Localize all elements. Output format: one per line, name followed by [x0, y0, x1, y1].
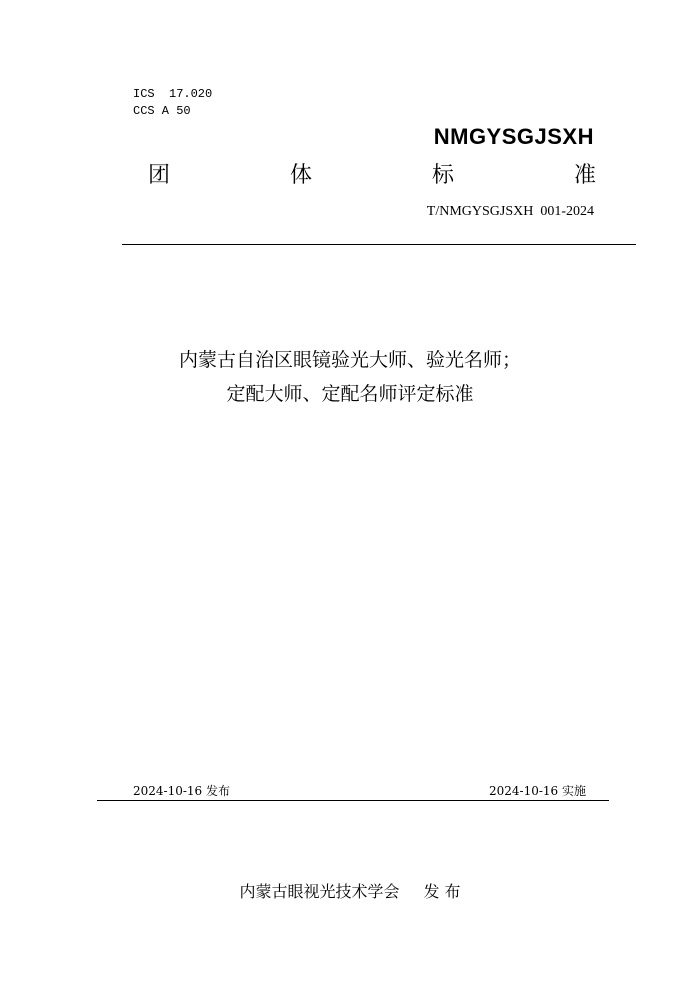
standard-type-char: 准	[573, 163, 596, 188]
classification-codes	[133, 86, 212, 120]
document-title	[0, 343, 700, 411]
implementation-date: 2024-10-16 实施	[488, 784, 586, 798]
standard-type-char: 团	[148, 163, 171, 188]
ics-code: ICS 17.020	[133, 87, 213, 101]
publish-word: 发 布	[423, 882, 461, 901]
standard-number: T/NMGYSGJSXH 001-2024	[426, 204, 594, 219]
title-line-2: 定配大师、定配名师评定标准	[226, 383, 474, 405]
publisher-line	[0, 880, 700, 904]
standard-type-char: 标	[431, 163, 454, 188]
standard-type-label	[148, 162, 596, 190]
header-divider	[122, 244, 636, 245]
publisher-name: 内蒙古眼视光技术学会	[239, 882, 400, 901]
title-line-1: 内蒙古自治区眼镜验光大师、验光名师；	[178, 349, 521, 371]
date-row	[133, 782, 586, 800]
footer-divider	[97, 800, 609, 801]
ccs-code: CCS A 50	[133, 104, 191, 118]
organization-abbreviation: NMGYSGJSXH	[433, 124, 594, 149]
standard-type-char: 体	[289, 163, 312, 188]
issue-date: 2024-10-16 发布	[133, 784, 231, 798]
